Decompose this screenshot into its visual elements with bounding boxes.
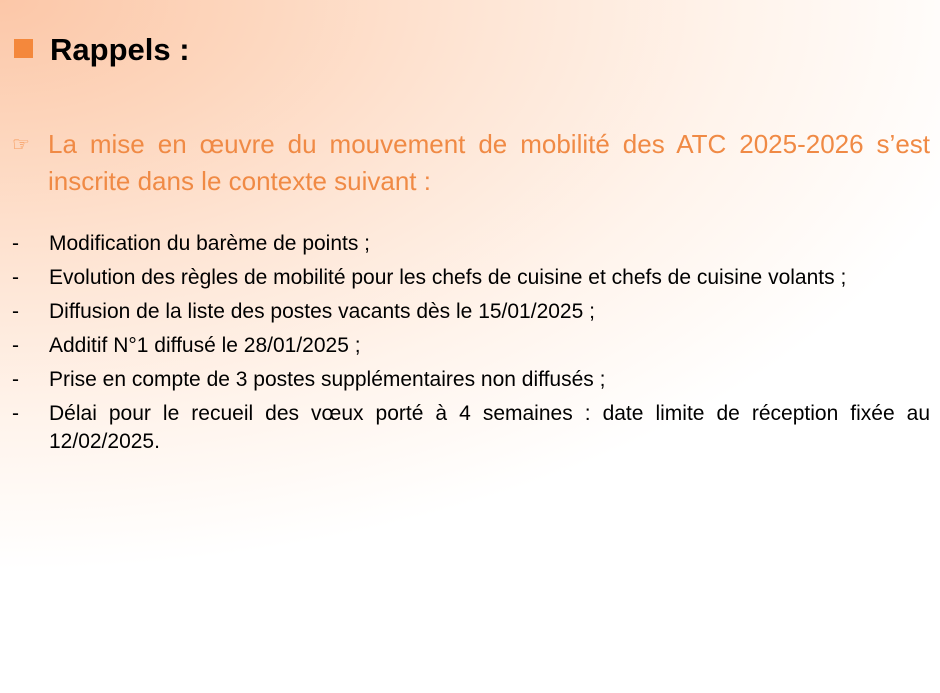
slide-title: Rappels : (50, 32, 190, 67)
dash-bullet: - (12, 300, 19, 323)
dash-bullet: - (12, 402, 19, 425)
dash-bullet: - (12, 368, 19, 391)
list-item-text: Diffusion de la liste des postes vacants dès le 15/01/2025 ; (49, 300, 595, 323)
list-item-text: Délai pour le recueil des vœux porté à 4 semaines : date limite de réception fixée au 12/02/2025. (49, 402, 930, 453)
list-item-text: Prise en compte de 3 postes supplémentaires non diffusés ; (49, 368, 606, 391)
list-item (12, 332, 930, 360)
dash-bullet: - (12, 266, 19, 289)
list-item (12, 366, 930, 394)
intro-text: La mise en œuvre du mouvement de mobilité des ATC 2025-2026 s’est inscrite dans le contexte suivant : (48, 129, 930, 196)
list-item (12, 298, 930, 326)
list-item (12, 400, 930, 456)
list-item-text: Evolution des règles de mobilité pour les chefs de cuisine et chefs de cuisine volants ; (49, 266, 847, 289)
list-item-text: Modification du barème de points ; (49, 232, 371, 255)
dash-bullet: - (12, 232, 19, 255)
pointing-hand-icon: ☞ (12, 134, 30, 156)
list-item (12, 230, 930, 258)
intro-paragraph (12, 126, 930, 200)
title-row (14, 30, 190, 70)
list-item-text: Additif N°1 diffusé le 28/01/2025 ; (49, 334, 361, 357)
dash-bullet: - (12, 334, 19, 357)
context-list (12, 230, 930, 462)
list-item (12, 264, 930, 292)
square-bullet-icon (14, 39, 33, 58)
